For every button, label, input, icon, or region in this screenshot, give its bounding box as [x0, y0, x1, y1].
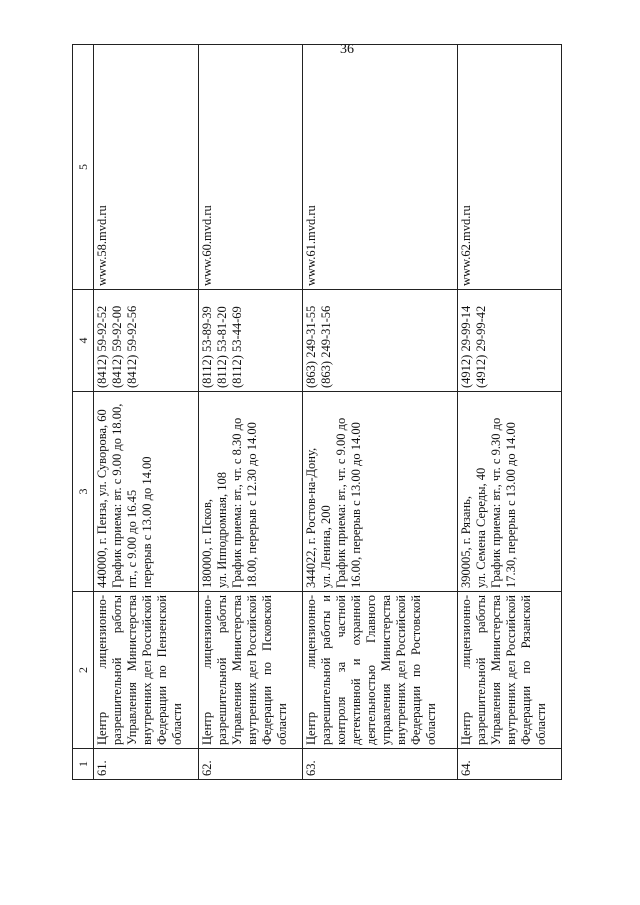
- organization-name-line: внутренних дел Российской: [244, 595, 259, 745]
- licensing-centers-table: [72, 44, 562, 780]
- organization-name: [302, 592, 457, 749]
- website: www.61.mvd.ru: [302, 45, 457, 290]
- address-line: График приема: вт., чт. с 9.30 до: [488, 417, 503, 588]
- address-line: 344022, г. Ростов-на-Дону,: [303, 447, 318, 588]
- phone-number: (8112) 53-89-39: [199, 306, 214, 388]
- page-number: 36: [340, 42, 354, 57]
- organization-name-line: Федерации по Рязанской: [518, 595, 533, 745]
- phone-number: (863) 249-31-56: [318, 305, 333, 388]
- phone-number: (8112) 53-81-20: [214, 306, 229, 388]
- organization-name-line: контроля за частной: [333, 595, 348, 745]
- table-header-row: [73, 45, 94, 780]
- header-col-4: 4: [73, 290, 94, 392]
- organization-name: [198, 592, 302, 749]
- table-row: [302, 45, 457, 780]
- phone-numbers: [302, 290, 457, 392]
- organization-name-line: Федерации по Ростовской: [408, 595, 423, 745]
- address-line: ул. Ипподромная, 108: [214, 471, 229, 588]
- phone-number: (863) 249-31-55: [303, 305, 318, 388]
- address-line: График приема: вт., чт. с 9.00 до: [333, 417, 348, 588]
- address-line: перерыв с 13.00 до 14.00: [140, 456, 155, 588]
- website: www.58.mvd.ru: [94, 45, 198, 290]
- table-body: [94, 45, 562, 780]
- organization-name-line: области: [170, 703, 185, 745]
- table-row: [457, 45, 561, 780]
- phone-numbers: [198, 290, 302, 392]
- phone-number: (4912) 29-99-14: [458, 305, 473, 388]
- organization-name-line: внутренних дел Российской: [503, 595, 518, 745]
- website: www.60.mvd.ru: [198, 45, 302, 290]
- header-col-2: 2: [73, 592, 94, 749]
- organization-name-line: области: [423, 703, 438, 745]
- address-schedule: [198, 392, 302, 592]
- organization-name-line: Управления Министерства: [229, 595, 244, 745]
- website: www.62.mvd.ru: [457, 45, 561, 290]
- organization-name-line: разрешительной работы: [110, 595, 125, 745]
- organization-name-line: области: [533, 703, 548, 745]
- rotated-table-container: [72, 80, 562, 780]
- address-line: 17.30, перерыв с 13.00 до 14.00: [503, 422, 518, 588]
- header-col-5: 5: [73, 45, 94, 290]
- header-col-3: 3: [73, 392, 94, 592]
- organization-name-line: Центр лицензионно-: [95, 595, 110, 745]
- row-number: 61.: [94, 749, 198, 780]
- phone-numbers: [457, 290, 561, 392]
- organization-name-line: Управления Министерства: [125, 595, 140, 745]
- row-number: 64.: [457, 749, 561, 780]
- address-line: 390005, г. Рязань,: [458, 496, 473, 588]
- organization-name-line: Управления Министерства: [488, 595, 503, 745]
- phone-numbers: [94, 290, 198, 392]
- phone-number: (8412) 59-92-00: [110, 305, 125, 388]
- address-schedule: [302, 392, 457, 592]
- organization-name-line: разрешительной работы: [214, 595, 229, 745]
- address-line: 440000, г. Пенза, ул. Суворова, 60: [95, 409, 110, 588]
- organization-name-line: детективной и охранной: [348, 595, 363, 745]
- header-col-1: 1: [73, 749, 94, 780]
- address-line: График приема: вт. с 9.00 до 18.00,: [110, 403, 125, 588]
- table-row: [94, 45, 198, 780]
- address-line: График приема: вт., чт. с 8.30 до: [229, 417, 244, 588]
- phone-number: (8112) 53-44-69: [229, 306, 244, 388]
- organization-name: [94, 592, 198, 749]
- organization-name-line: Центр лицензионно-: [199, 595, 214, 745]
- address-line: пт., с 9.00 до 16.45: [125, 489, 140, 588]
- address-line: ул. Семена Середы, 40: [473, 467, 488, 588]
- organization-name-line: Федерации по Пензенской: [155, 595, 170, 745]
- organization-name-line: Центр лицензионно-: [303, 595, 318, 745]
- address-schedule: [94, 392, 198, 592]
- phone-number: (4912) 29-99-42: [473, 305, 488, 388]
- row-number: 62.: [198, 749, 302, 780]
- organization-name-line: области: [274, 703, 289, 745]
- organization-name-line: разрешительной работы и: [318, 595, 333, 745]
- address-line: ул. Ленина, 200: [318, 505, 333, 588]
- address-line: 180000, г. Псков,: [199, 498, 214, 588]
- table-row: [198, 45, 302, 780]
- phone-number: (8412) 59-92-56: [125, 305, 140, 388]
- organization-name-line: деятельностью Главного: [363, 595, 378, 745]
- address-line: 18.00, перерыв с 12.30 до 14.00: [244, 422, 259, 588]
- address-line: 16.00, перерыв с 13.00 до 14.00: [348, 422, 363, 588]
- organization-name-line: Центр лицензионно-: [458, 595, 473, 745]
- organization-name-line: Федерации по Псковской: [259, 595, 274, 745]
- phone-number: (8412) 59-92-52: [95, 305, 110, 388]
- organization-name-line: управления Министерства: [378, 595, 393, 745]
- organization-name-line: внутренних дел Российской: [140, 595, 155, 745]
- row-number: 63.: [302, 749, 457, 780]
- organization-name-line: внутренних дел Российской: [393, 595, 408, 745]
- address-schedule: [457, 392, 561, 592]
- organization-name: [457, 592, 561, 749]
- organization-name-line: разрешительной работы: [473, 595, 488, 745]
